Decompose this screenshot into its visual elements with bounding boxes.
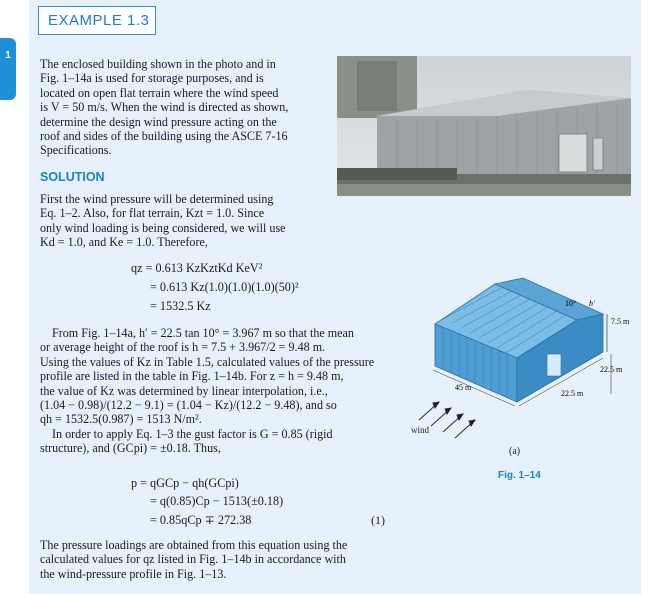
solution-heading: SOLUTION [40,170,105,184]
analysis-line: From Fig. 1–14a, h′ = 22.5 tan 10° = 3.967 m so that the mean [52,326,354,340]
equation-pressure-line: = q(0.85)Cp − 1513(±0.18) [150,494,284,508]
equation-pressure-line: = 0.85qCp ∓ 272.38 [150,513,252,527]
equation-pressure-line: p = qGCp − qh(GCpi) [131,476,239,490]
analysis-line: the value of Kz was determined by linear interpolation, i.e., [40,383,328,398]
solution-line: only wind loading is being considered, we will use [40,220,286,235]
intro-line: located on open flat terrain where the wind speed [40,85,279,100]
equation-qz-line: = 1532.5 Kz [150,299,211,313]
solution-paragraph [40,192,325,250]
analysis-paragraph [40,326,392,456]
equation-number: (1) [371,513,385,527]
intro-line: Specifications. [40,143,112,158]
chapter-tab: 1 [0,38,16,100]
wind-label: wind [411,425,429,435]
analysis-line: or average height of the roof is h = 7.5 + 3.967/2 = 9.48 m. [40,340,326,355]
intro-line: The enclosed building shown in the photo and in [40,57,276,71]
building-figure [407,262,637,442]
intro-line: is V = 50 m/s. When the wind is directed as shown, [40,100,289,115]
analysis-line: structure), and (GCpi) = ±0.18. Thus, [40,441,221,456]
solution-line: First the wind pressure will be determined using [40,192,274,206]
solution-line: Eq. 1–2. Also, for flat terrain, Kzt = 1.0. Since [40,206,265,221]
dim-angle: 10° [565,299,577,308]
intro-paragraph [40,57,325,158]
dim-hprime: h′ [589,299,595,308]
building-photo [337,56,631,196]
analysis-line: In order to apply Eq. 1–3 the gust factor is G = 0.85 (rigid [52,426,333,441]
closing-line: the wind-pressure profile in Fig. 1–13. [40,566,227,581]
dim-depth-top: 22.5 m [600,365,623,374]
equation-qz-line: = 0.613 Kz(1.0)(1.0)(1.0)(50)² [150,280,299,294]
closing-line: calculated values for qz listed in Fig. 1–14b in accordance with [40,552,346,567]
warehouse-photo-image [337,56,631,196]
dim-length: 45 m [455,383,472,392]
dim-height: 7.5 m [611,317,630,326]
intro-line: Fig. 1–14a is used for storage purposes, and is [40,71,264,86]
analysis-line: profile are listed in the table in Fig. 1–14b. For z = h = 9.48 m, [40,369,344,384]
closing-line: The pressure loadings are obtained from this equation using the [40,538,348,552]
equation-qz-line: qz = 0.613 KzKztKd KeV² [131,261,263,275]
intro-line: roof and sides of the building using the ASCE 7-16 [40,129,288,144]
door [547,354,561,376]
solution-line: Kd = 1.0, and Ke = 1.0. Therefore, [40,235,208,250]
analysis-line: qh = 1532.5(0.987) = 1513 N/m². [40,412,202,427]
analysis-line: Using the values of Kz in Table 1.5, calculated values of the pressure [40,354,375,369]
analysis-line: (1.04 − 0.98)/(12.2 − 9.1) = (1.04 − Kz)/(12.2 − 9.48), and so [40,398,337,413]
dim-depth-bottom: 22.5 m [561,389,584,398]
example-heading: EXAMPLE 1.3 [38,6,156,35]
intro-line: determine the design wind pressure acting on the [40,114,277,129]
figure-caption: (a) [509,446,521,457]
closing-paragraph [40,538,392,581]
figure-label: Fig. 1–14 [498,470,541,481]
